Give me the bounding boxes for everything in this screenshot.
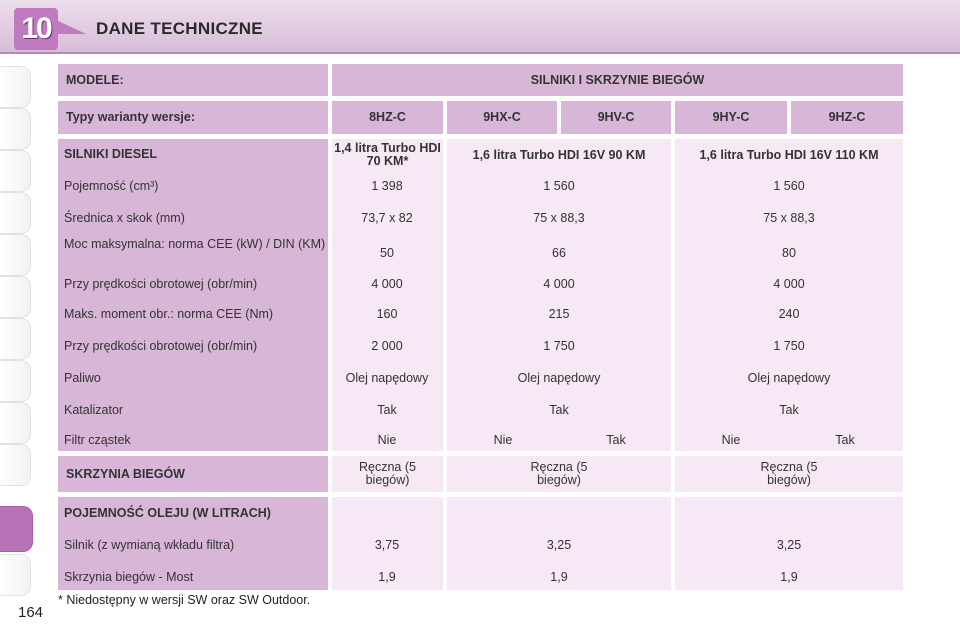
catalyst-value: Tak [549,403,569,417]
power-rpm-value: 4 000 [371,277,403,291]
chapter-tab[interactable] [0,150,31,192]
chapter-tab-active[interactable] [0,506,33,552]
row-gearbox-oil-label: Skrzynia biegów - Most [64,570,194,584]
torque-rpm-value: 1 750 [773,339,805,353]
row-particle-filter-label: Filtr cząstek [64,433,131,447]
gearbox-label: SKRZYNIA BIEGÓW [58,456,328,492]
chapter-tab[interactable] [0,108,31,150]
particle-filter-value: Nie [377,433,397,447]
power-rpm-value: 4 000 [773,277,805,291]
footnote: * Niedostępny w wersji SW oraz SW Outdoor. [58,593,311,607]
chapter-tab[interactable] [0,234,31,276]
chapter-tab[interactable] [0,554,31,596]
gearbox-value: Ręczna (5 biegów) [447,456,671,492]
particle-filter-value: Tak [835,433,855,447]
particle-filter-value: Nie [721,433,741,447]
row-power-rpm-label: Przy prędkości obrotowej (obr/min) [64,277,258,291]
torque-rpm-value: 2 000 [371,339,403,353]
max-power-value: 66 [552,246,566,260]
torque-rpm-value: 1 750 [543,339,575,353]
power-rpm-value: 4 000 [543,277,575,291]
catalyst-value: Tak [779,403,799,417]
catalyst-value: Tak [377,403,397,417]
chapter-tab[interactable] [0,360,31,402]
max-power-value: 80 [782,246,796,260]
type-9hv: 9HV-C [561,101,671,134]
capacity-value: 1 560 [543,179,575,193]
chapter-tab[interactable] [0,192,31,234]
fuel-value: Olej napędowy [747,371,831,385]
max-torque-value: 160 [376,307,398,321]
type-9hy: 9HY-C [675,101,787,134]
gearbox-oil-value: 1,9 [780,570,798,584]
max-torque-value: 240 [778,307,800,321]
gearbox-oil-value: 1,9 [550,570,568,584]
gearbox-oil-value: 1,9 [378,570,396,584]
types-label: Typy warianty wersje: [58,101,328,134]
chapter-tab[interactable] [0,402,31,444]
max-torque-value: 215 [548,307,570,321]
engine-16-hdi-90: 1,6 litra Turbo HDI 16V 90 KM [472,147,646,162]
engine-16-hdi-110: 1,6 litra Turbo HDI 16V 110 KM [699,147,879,162]
diesel-label: SILNIKI DIESEL [64,147,158,161]
engine-oil-value: 3,75 [374,538,400,552]
page-header [0,0,960,54]
chapter-tabs [0,60,34,580]
chapter-tab[interactable] [0,276,31,318]
row-torque-rpm-label: Przy prędkości obrotowej (obr/min) [64,339,258,353]
engine-oil-value: 3,25 [776,538,802,552]
type-9hz: 9HZ-C [791,101,903,134]
oil-label: POJEMNOŚĆ OLEJU (W LITRACH) [64,506,271,520]
chapter-tab[interactable] [0,444,31,486]
row-capacity-label: Pojemność (cm³) [64,179,159,193]
row-fuel-label: Paliwo [64,371,101,385]
row-engine-oil-label: Silnik (z wymianą wkładu filtra) [64,538,235,552]
particle-filter-value: Nie [493,433,513,447]
page-number: 164 [18,604,44,621]
max-power-value: 50 [380,246,394,260]
chapter-tab[interactable] [0,66,31,108]
chapter-badge-tail [56,20,86,34]
type-8hz: 8HZ-C [332,101,443,134]
models-label: MODELE: [58,64,328,96]
bore-stroke-value: 75 x 88,3 [763,211,815,225]
type-9hx: 9HX-C [447,101,557,134]
fuel-value: Olej napędowy [345,371,429,385]
fuel-value: Olej napędowy [517,371,601,385]
bore-stroke-value: 73,7 x 82 [361,211,413,225]
bore-stroke-value: 75 x 88,3 [533,211,585,225]
row-bore-stroke-label: Średnica x skok (mm) [64,211,185,225]
chapter-badge: 10 [14,8,58,50]
gearbox-value: Ręczna (5 biegów) [332,456,443,492]
capacity-value: 1 560 [773,179,805,193]
gearbox-value: Ręczna (5 biegów) [675,456,903,492]
engines-header: SILNIKI I SKRZYNIE BIEGÓW [332,64,903,96]
engine-14-hdi: 1,4 litra Turbo HDI 70 KM* [334,141,441,168]
chapter-tab[interactable] [0,318,31,360]
row-max-power-label: Moc maksymalna: norma CEE (kW) / DIN (KM) [64,237,326,251]
row-max-torque-label: Maks. moment obr.: norma CEE (Nm) [64,307,274,321]
page-title: DANE TECHNICZNE [96,19,263,38]
row-catalyst-label: Katalizator [64,403,124,417]
capacity-value: 1 398 [371,179,403,193]
particle-filter-value: Tak [606,433,626,447]
engine-oil-value: 3,25 [546,538,572,552]
